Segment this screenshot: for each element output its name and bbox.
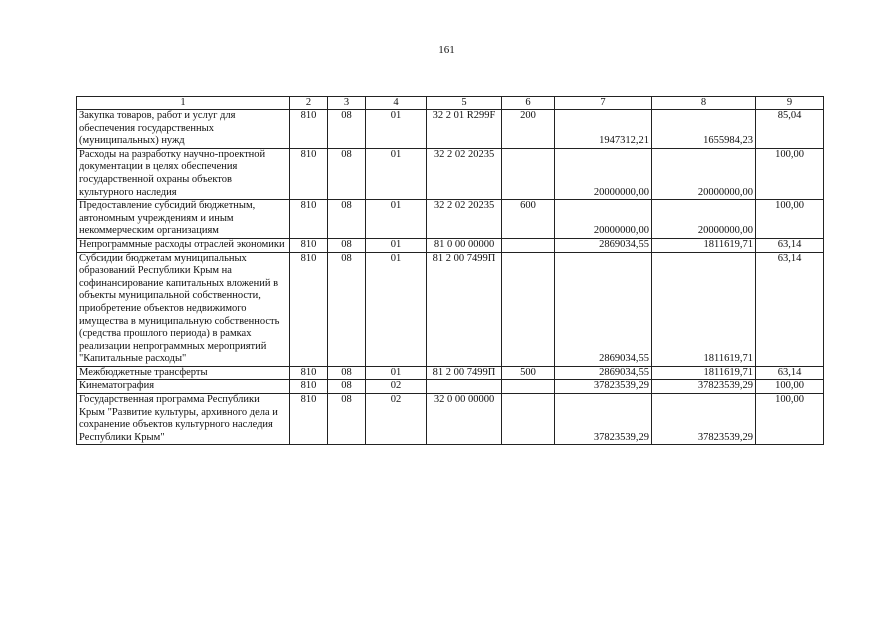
cell-code-6: 500 [502, 366, 555, 380]
table-row [77, 394, 824, 445]
column-header: 1 [77, 97, 290, 110]
cell-percent-9: 63,14 [756, 238, 824, 252]
cell-code-4: 01 [366, 148, 427, 199]
cell-code-4: 01 [366, 200, 427, 239]
cell-code-3: 08 [328, 252, 366, 366]
table-row [77, 200, 824, 239]
cell-amount-8: 1655984,23 [652, 110, 756, 149]
table-row [77, 148, 824, 199]
cell-code-5: 81 2 00 7499П [427, 252, 502, 366]
cell-amount-8: 1811619,71 [652, 252, 756, 366]
table-row [77, 380, 824, 394]
column-header: 4 [366, 97, 427, 110]
cell-percent-9: 63,14 [756, 366, 824, 380]
cell-amount-7: 2869034,55 [555, 238, 652, 252]
table-row [77, 110, 824, 149]
cell-code-6: 200 [502, 110, 555, 149]
cell-amount-7: 20000000,00 [555, 200, 652, 239]
table-row [77, 252, 824, 366]
column-header: 7 [555, 97, 652, 110]
cell-code-3: 08 [328, 394, 366, 445]
column-number-row [77, 97, 824, 110]
cell-amount-7: 2869034,55 [555, 252, 652, 366]
cell-code-2: 810 [290, 380, 328, 394]
cell-amount-7: 37823539,29 [555, 394, 652, 445]
cell-code-4: 01 [366, 238, 427, 252]
cell-amount-8: 20000000,00 [652, 148, 756, 199]
item-name: Государственная программа Республики Крым "Развитие культуры, архивного дела и сохранение объектов культурного наследия Республики Крым" [77, 394, 290, 445]
cell-code-6 [502, 394, 555, 445]
cell-code-2: 810 [290, 252, 328, 366]
table-row [77, 238, 824, 252]
cell-code-3: 08 [328, 148, 366, 199]
cell-code-2: 810 [290, 200, 328, 239]
cell-code-6 [502, 148, 555, 199]
cell-percent-9: 100,00 [756, 148, 824, 199]
item-name: Расходы на разработку научно-проектной документации в целях обеспечения государственной охраны объектов культурного наследия [77, 148, 290, 199]
item-name: Закупка товаров, работ и услуг для обеспечения государственных (муниципальных) нужд [77, 110, 290, 149]
item-name: Непрограммные расходы отраслей экономики [77, 238, 290, 252]
item-name: Предоставление субсидий бюджетным, автономным учреждениям и иным некоммерческим организациям [77, 200, 290, 239]
column-header: 2 [290, 97, 328, 110]
column-header: 8 [652, 97, 756, 110]
cell-code-5: 32 0 00 00000 [427, 394, 502, 445]
cell-code-3: 08 [328, 110, 366, 149]
cell-amount-7: 2869034,55 [555, 366, 652, 380]
cell-code-5: 81 0 00 00000 [427, 238, 502, 252]
cell-code-5 [427, 380, 502, 394]
cell-code-2: 810 [290, 238, 328, 252]
cell-percent-9: 100,00 [756, 380, 824, 394]
cell-amount-8: 37823539,29 [652, 394, 756, 445]
cell-amount-7: 1947312,21 [555, 110, 652, 149]
cell-code-3: 08 [328, 200, 366, 239]
cell-amount-7: 37823539,29 [555, 380, 652, 394]
cell-code-3: 08 [328, 238, 366, 252]
cell-amount-8: 37823539,29 [652, 380, 756, 394]
cell-code-5: 32 2 01 R299F [427, 110, 502, 149]
page-number: 161 [438, 44, 455, 56]
cell-code-3: 08 [328, 366, 366, 380]
cell-code-2: 810 [290, 110, 328, 149]
cell-code-4: 02 [366, 394, 427, 445]
cell-code-4: 01 [366, 252, 427, 366]
cell-code-2: 810 [290, 394, 328, 445]
cell-percent-9: 85,04 [756, 110, 824, 149]
cell-code-3: 08 [328, 380, 366, 394]
cell-percent-9: 100,00 [756, 394, 824, 445]
cell-code-4: 02 [366, 380, 427, 394]
cell-code-4: 01 [366, 366, 427, 380]
column-header: 9 [756, 97, 824, 110]
cell-code-6: 600 [502, 200, 555, 239]
cell-code-5: 32 2 02 20235 [427, 200, 502, 239]
cell-percent-9: 63,14 [756, 252, 824, 366]
item-name: Межбюджетные трансферты [77, 366, 290, 380]
cell-code-6 [502, 252, 555, 366]
table-row [77, 366, 824, 380]
item-name: Кинематография [77, 380, 290, 394]
cell-code-6 [502, 380, 555, 394]
cell-code-2: 810 [290, 366, 328, 380]
column-header: 5 [427, 97, 502, 110]
cell-code-5: 81 2 00 7499П [427, 366, 502, 380]
cell-code-5: 32 2 02 20235 [427, 148, 502, 199]
item-name: Субсидии бюджетам муниципальных образований Республики Крым на софинансирование капитальных вложений в объекты муниципальной собственности, приобретение объектов недвижимого имущества в муниципальную собственность (средства прошлого периода) в рамках реализации непрограммных мероприятий "Капитальные расходы" [77, 252, 290, 366]
cell-amount-8: 1811619,71 [652, 238, 756, 252]
cell-code-4: 01 [366, 110, 427, 149]
cell-code-2: 810 [290, 148, 328, 199]
column-header: 6 [502, 97, 555, 110]
cell-amount-7: 20000000,00 [555, 148, 652, 199]
cell-percent-9: 100,00 [756, 200, 824, 239]
column-header: 3 [328, 97, 366, 110]
budget-table [76, 96, 824, 445]
cell-code-6 [502, 238, 555, 252]
cell-amount-8: 20000000,00 [652, 200, 756, 239]
cell-amount-8: 1811619,71 [652, 366, 756, 380]
